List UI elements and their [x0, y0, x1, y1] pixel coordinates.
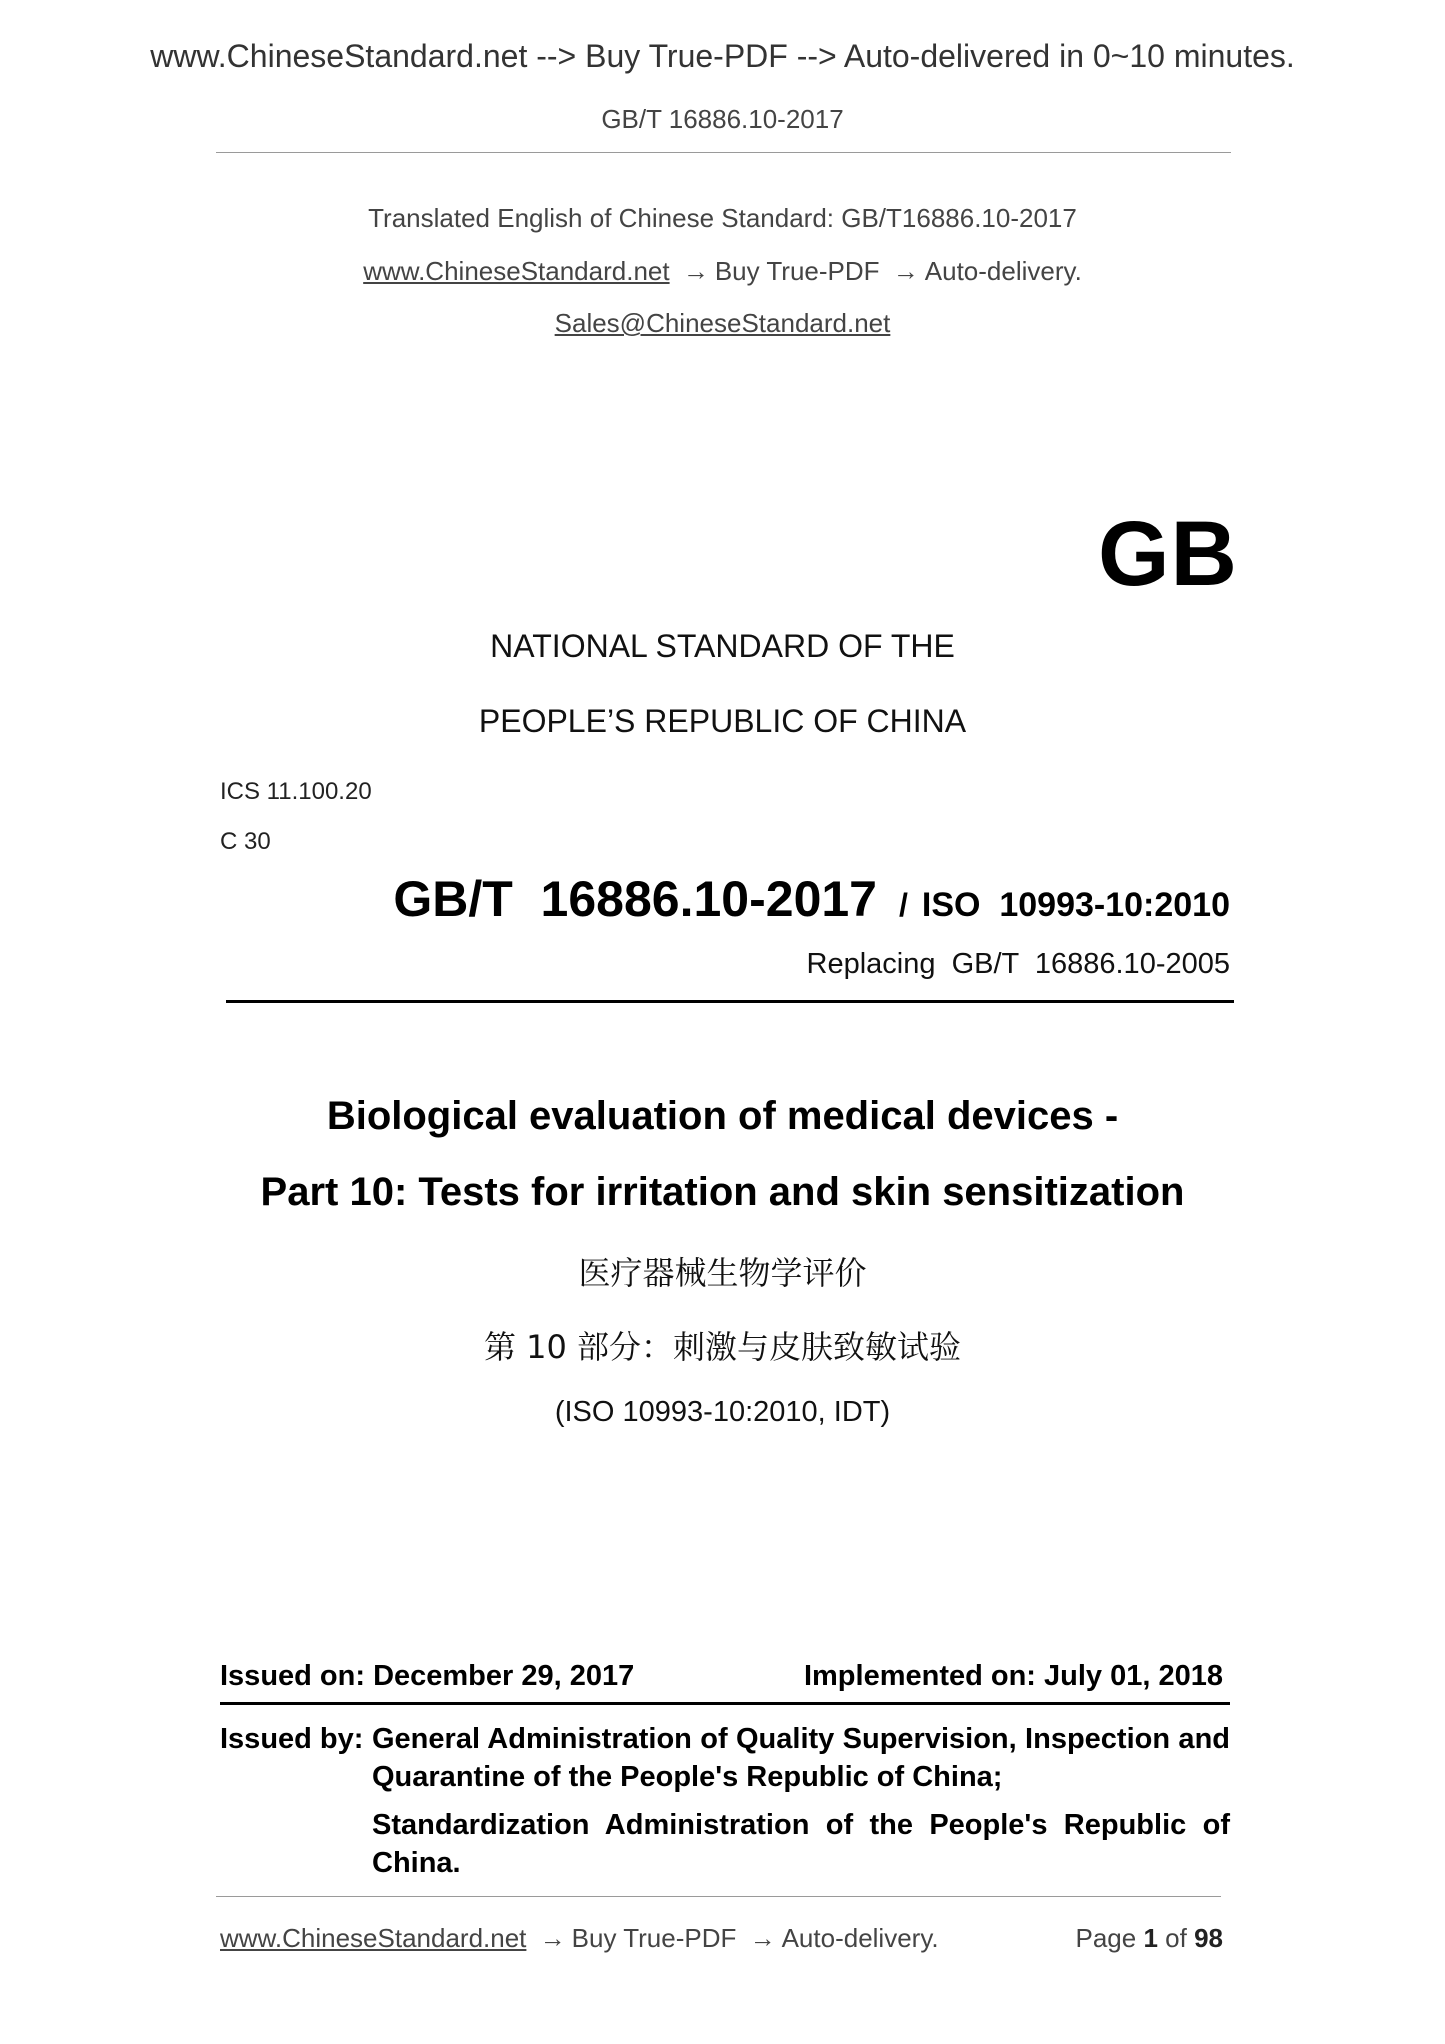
- idt-note: (ISO 10993-10:2010, IDT): [554, 1396, 891, 1428]
- national-standard-line2: PEOPLE’S REPUBLIC OF CHINA: [478, 703, 967, 739]
- delivery-text: Auto-delivery.: [924, 256, 1082, 286]
- gb-mark: GB: [1098, 503, 1238, 605]
- arrow-right-icon: →: [682, 256, 709, 286]
- arrow-right-icon: →: [749, 1923, 776, 1953]
- footer-site-link[interactable]: www.ChineseStandard.net: [220, 1923, 527, 1953]
- title-divider: [226, 1000, 1234, 1003]
- iso-number: ISO 10993-10:2010: [921, 886, 1230, 924]
- site-link[interactable]: www.ChineseStandard.net: [363, 256, 670, 286]
- chinese-title-line2: 第 10 部分：刺激与皮肤致敏试验: [483, 1328, 962, 1366]
- issuer-2: Standardization Administration of the People's Republic of China.: [372, 1809, 1230, 1879]
- issued-by-block: [220, 1720, 1230, 1882]
- page-current: 1: [1143, 1923, 1158, 1953]
- footer-link-line: [220, 1923, 939, 1954]
- implemented-on-date: Implemented on: July 01, 2018: [803, 1660, 1223, 1692]
- chinese-title-line1: 医疗器械生物学评价: [578, 1254, 867, 1292]
- issuer-1: General Administration of Quality Supervision, Inspection and Quarantine of the People's Republic of China;: [372, 1723, 1230, 1793]
- page-of: of: [1165, 1923, 1187, 1953]
- issued-on-date: Issued on: December 29, 2017: [220, 1660, 635, 1692]
- page-indicator: [1075, 1923, 1223, 1954]
- footer-divider: [216, 1896, 1221, 1897]
- document-title-line1: Biological evaluation of medical devices -: [326, 1094, 1119, 1138]
- footer-delivery-text: Auto-delivery.: [781, 1923, 939, 1953]
- top-banner: www.ChineseStandard.net --> Buy True-PDF --> Auto-delivered in 0~10 minutes.: [150, 38, 1295, 74]
- issued-by-label: Issued by:: [220, 1723, 364, 1755]
- arrow-right-icon: →: [539, 1923, 566, 1953]
- sales-email-line: [0, 308, 1445, 339]
- arrow-right-icon: →: [892, 256, 919, 286]
- header-standard-code: GB/T 16886.10-2017: [601, 104, 844, 134]
- sales-email-link[interactable]: Sales@ChineseStandard.net: [554, 308, 891, 338]
- national-standard-line1: NATIONAL STANDARD OF THE: [490, 628, 955, 664]
- translated-line: Translated English of Chinese Standard: GB/T16886.10-2017: [368, 203, 1077, 233]
- site-link-line: [0, 256, 1445, 287]
- document-title-line2: Part 10: Tests for irritation and skin sensitization: [260, 1170, 1185, 1214]
- footer-buy-text: Buy True-PDF: [571, 1923, 737, 1953]
- replacing-standard: Replacing GB/T 16886.10-2005: [806, 948, 1230, 980]
- page-total: 98: [1194, 1923, 1223, 1953]
- standard-number: [393, 870, 1230, 928]
- ics-code: ICS 11.100.20: [220, 778, 372, 805]
- buy-text: Buy True-PDF: [714, 256, 880, 286]
- c-code: C 30: [220, 828, 271, 855]
- header-divider: [216, 152, 1231, 153]
- issued-divider: [220, 1702, 1230, 1705]
- page-label: Page: [1075, 1923, 1137, 1953]
- gbt-number: GB/T 16886.10-2017: [393, 871, 877, 927]
- number-separator: /: [899, 887, 908, 923]
